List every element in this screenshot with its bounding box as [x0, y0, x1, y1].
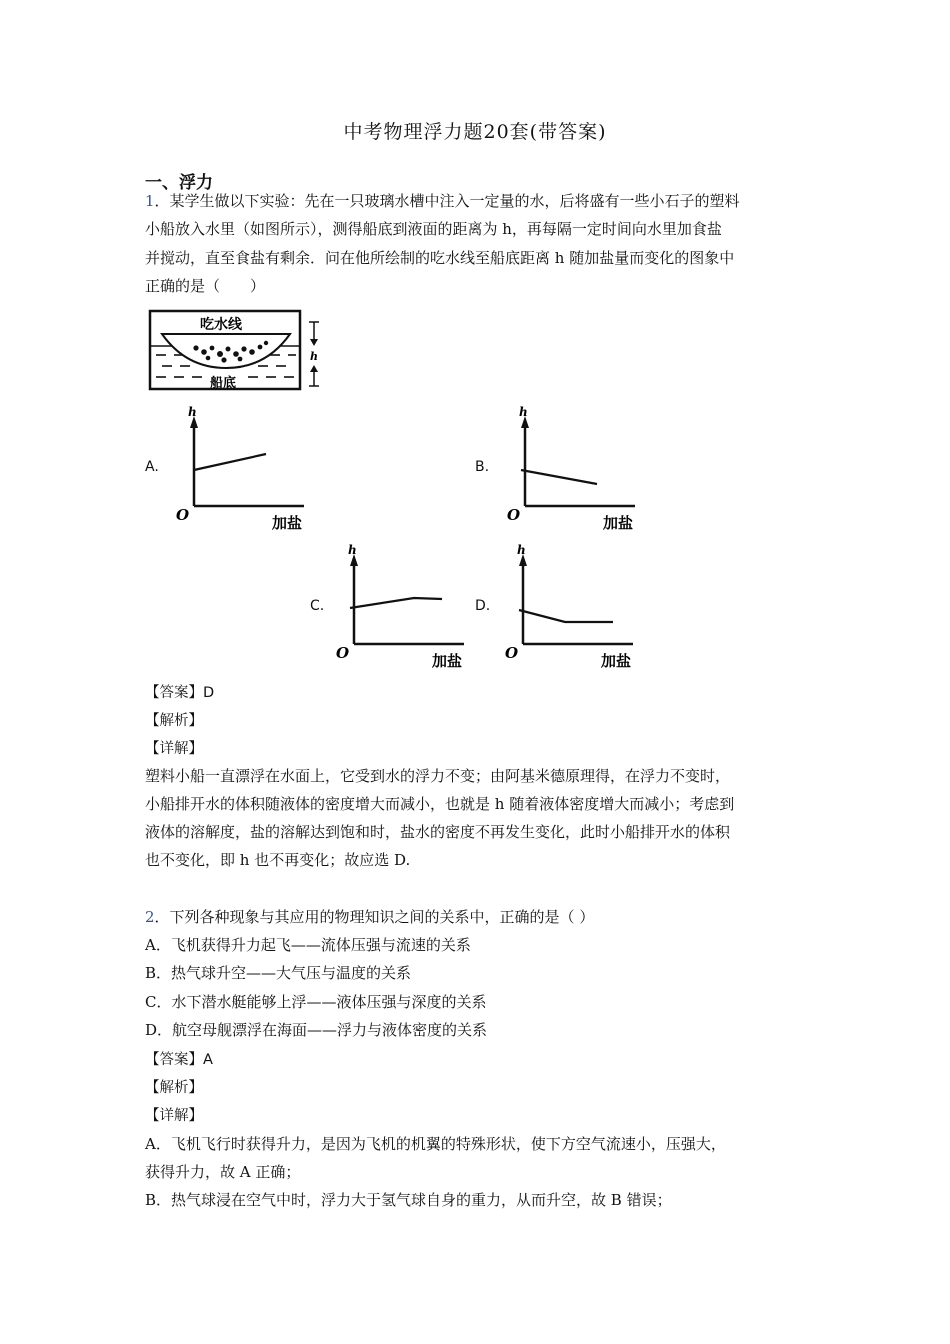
y-axis-label: h — [517, 543, 526, 557]
q2-detail-a-line: A．飞机飞行时获得升力，是因为飞机的机翼的特殊形状，使下方空气流速小，压强大， — [145, 1135, 726, 1153]
boat-bottom-label: 船底 — [210, 376, 237, 391]
q2-detail-heading: 【详解】 — [145, 1108, 203, 1124]
graph-option-d — [503, 542, 653, 672]
origin-label: O — [176, 506, 190, 524]
option-d-label: D. — [475, 598, 491, 614]
h-dimension-label: h — [310, 350, 318, 363]
origin-label: O — [336, 644, 350, 662]
graph-option-a — [174, 404, 324, 534]
x-axis-label: 加盐 — [272, 514, 303, 532]
boat-figure — [148, 308, 328, 392]
q2-option-d: D．航空母舰漂浮在海面——浮力与液体密度的关系 — [145, 1021, 488, 1039]
document-title: 中考物理浮力题20套(带答案) — [343, 121, 607, 143]
h-curve — [521, 470, 597, 484]
section-heading: 一、浮力 — [145, 173, 213, 193]
q1-detail-heading: 【详解】 — [145, 741, 203, 757]
y-axis-label: h — [519, 405, 528, 419]
y-axis-label: h — [348, 543, 357, 557]
q1-stem-text: ．某学生做以下实验：先在一只玻璃水槽中注入一定量的水，后将盛有一些小石子的塑料 — [154, 192, 740, 210]
y-axis-label: h — [188, 405, 197, 419]
x-axis-label: 加盐 — [432, 652, 463, 670]
q2-detail-b: B．热气球浸在空气中时，浮力大于氢气球自身的重力，从而升空，故 B 错误； — [145, 1191, 672, 1209]
q2-stem — [145, 906, 594, 927]
q1-number: 1 — [145, 192, 155, 210]
option-a-label: A. — [145, 459, 159, 475]
q2-stem-text: ．下列各种现象与其应用的物理知识之间的关系中，正确的是（ ） — [154, 908, 595, 926]
q1-stem-line: 小船放入水里（如图所示），测得船底到液面的距离为 h，再每隔一定时间向水里加食盐 — [145, 220, 722, 238]
q1-detail-line: 也不变化，即 h 也不再变化；故应选 D. — [145, 851, 411, 869]
origin-label: O — [505, 644, 519, 662]
q2-detail-a-line: 获得升力，故 A 正确； — [145, 1163, 301, 1181]
q1-stem-line: 并搅动，直至食盐有剩余．问在他所绘制的吃水线至船底距离 h 随加盐量而变化的图象中 — [145, 249, 735, 267]
waterline-label: 吃水线 — [200, 317, 242, 333]
graph-option-b — [505, 404, 655, 534]
x-axis-label: 加盐 — [603, 514, 634, 532]
q2-option-b: B．热气球升空——大气压与温度的关系 — [145, 964, 412, 982]
graph-option-c — [334, 542, 484, 672]
q2-answer: 【答案】A — [145, 1052, 213, 1068]
h-curve — [519, 610, 613, 622]
origin-label: O — [507, 506, 521, 524]
x-axis-label: 加盐 — [601, 652, 632, 670]
q1-detail-line: 塑料小船一直漂浮在水面上，它受到水的浮力不变；由阿基米德原理得，在浮力不变时， — [145, 767, 731, 785]
q1-detail-line: 液体的溶解度，盐的溶解达到饱和时，盐水的密度不再发生变化，此时小船排开水的体积 — [145, 823, 731, 841]
q2-analysis-heading: 【解析】 — [145, 1080, 203, 1096]
h-curve — [194, 454, 266, 470]
q1-analysis-heading: 【解析】 — [145, 713, 203, 729]
q2-option-a: A．飞机获得升力起飞——流体压强与流速的关系 — [145, 936, 471, 954]
h-curve — [350, 598, 442, 608]
q1-detail-line: 小船排开水的体积随液体的密度增大而减小，也就是 h 随着液体密度增大而减小；考虑到 — [145, 795, 735, 813]
option-b-label: B. — [475, 459, 490, 475]
q2-number: 2 — [145, 908, 155, 926]
q1-stem-line — [145, 190, 740, 211]
q1-answer: 【答案】D — [145, 685, 215, 701]
option-c-label: C. — [310, 598, 325, 614]
q1-stem-line: 正确的是（ ） — [145, 277, 266, 295]
q2-option-c: C．水下潜水艇能够上浮——液体压强与深度的关系 — [145, 993, 487, 1011]
